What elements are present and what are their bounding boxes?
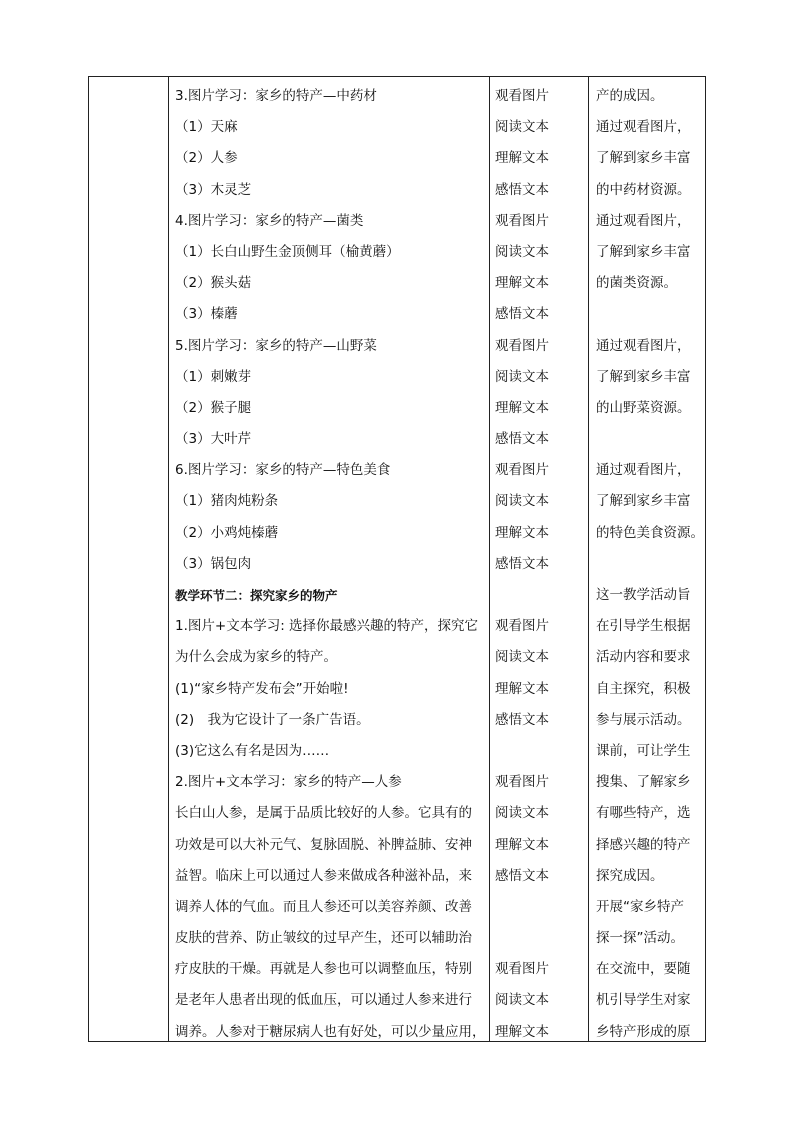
intent-line: 通过观看图片，	[596, 119, 691, 136]
intent-line: 搜集、了解家乡	[596, 774, 691, 791]
intent-line: 的中药材资源。	[596, 181, 691, 198]
content-line: （2）小鸡炖榛蘑	[175, 524, 279, 541]
activity-line: 理解文本	[495, 150, 549, 167]
intent-line: 通过观看图片，	[596, 462, 691, 479]
intent-line: 在引导学生根据	[596, 618, 691, 635]
content-line: (2) 我为它设计了一条广告语。	[175, 711, 370, 728]
activity-line	[495, 736, 587, 767]
content-line: （2）猴子腿	[175, 399, 252, 416]
content-line: 皮肤的营养、防止皱纹的过早产生，还可以辅助治	[175, 930, 472, 947]
intent-line: 通过观看图片，	[596, 337, 691, 354]
activity-line: 理解文本	[495, 680, 549, 697]
activity-line: 理解文本	[495, 399, 549, 416]
activity-line: 观看图片	[495, 774, 549, 791]
content-line: 6.图片学习：家乡的特产—特色美食	[175, 462, 391, 479]
activity-line: 理解文本	[495, 836, 549, 853]
intent-line: 了解到家乡丰富	[596, 150, 691, 167]
content-line: （3）大叶芹	[175, 431, 252, 448]
content-line: 疗皮肤的干燥。再就是人参也可以调整血压，特别	[175, 961, 472, 978]
content-line: 益智。临床上可以通过人参来做成各种滋补品，来	[175, 867, 472, 884]
intent-line: 参与展示活动。	[596, 711, 691, 728]
column-divider	[588, 77, 589, 1041]
activity-line: 感悟文本	[495, 555, 549, 572]
activity-line: 观看图片	[495, 337, 549, 354]
activity-line: 观看图片	[495, 462, 549, 479]
intent-line: 了解到家乡丰富	[596, 493, 691, 510]
design-intent-column	[596, 81, 705, 1048]
activity-line: 感悟文本	[495, 867, 549, 884]
activity-line	[495, 892, 587, 923]
activity-line: 阅读文本	[495, 243, 549, 260]
activity-line	[495, 580, 587, 611]
activity-line: 观看图片	[495, 212, 549, 229]
content-line: （1）长白山野生金顶侧耳（榆黄蘑）	[175, 243, 400, 260]
activity-line: 观看图片	[495, 618, 549, 635]
intent-line: 探一探”活动。	[596, 930, 684, 947]
column-divider	[168, 77, 169, 1041]
content-line: 调养。人参对于糖尿病人也有好处，可以少量应用，	[175, 1023, 485, 1040]
intent-line: 探究成因。	[596, 867, 664, 884]
teaching-content-column	[171, 81, 485, 1048]
intent-line: 的特色美食资源。	[596, 524, 704, 541]
intent-line: 择感兴趣的特产	[596, 836, 691, 853]
content-line: （2）人参	[175, 150, 238, 167]
activity-line: 阅读文本	[495, 493, 549, 510]
content-line: （3）木灵芝	[175, 181, 252, 198]
intent-line: 在交流中，要随	[596, 961, 691, 978]
activity-line: 阅读文本	[495, 368, 549, 385]
intent-line: 了解到家乡丰富	[596, 368, 691, 385]
activity-line	[495, 923, 587, 954]
intent-line: 开展“家乡特产	[596, 898, 684, 915]
intent-line: 的菌类资源。	[596, 275, 677, 292]
activity-line: 阅读文本	[495, 119, 549, 136]
activity-line: 感悟文本	[495, 306, 549, 323]
content-line: （3）榛蘑	[175, 306, 238, 323]
content-line: 5.图片学习：家乡的特产—山野菜	[175, 337, 377, 354]
content-line: （2）猴头菇	[175, 275, 252, 292]
intent-line: 有哪些特产，选	[596, 805, 691, 822]
activity-line: 阅读文本	[495, 992, 549, 1009]
intent-line: 机引导学生对家	[596, 992, 691, 1009]
intent-line: 产的成因。	[596, 88, 664, 104]
content-line: 教学环节二：探究家乡的物产	[175, 588, 338, 603]
content-line: 3.图片学习：家乡的特产—中药材	[175, 88, 377, 104]
intent-line	[596, 549, 705, 580]
intent-line: 的山野菜资源。	[596, 399, 691, 416]
content-line: 1.图片+文本学习: 选择你最感兴趣的特产，探究它	[175, 618, 479, 635]
column-divider	[489, 77, 490, 1041]
activity-line: 观看图片	[495, 961, 549, 978]
content-line: （1）刺嫩芽	[175, 368, 252, 385]
activity-line: 阅读文本	[495, 649, 549, 666]
content-line: （3）锅包肉	[175, 555, 252, 572]
intent-line	[596, 424, 705, 455]
lesson-plan-table	[88, 76, 706, 1042]
intent-line	[596, 299, 705, 330]
content-line: （1）猪肉炖粉条	[175, 493, 279, 510]
content-line: （1）天麻	[175, 119, 238, 136]
activity-line: 感悟文本	[495, 711, 549, 728]
activity-line: 观看图片	[495, 88, 549, 104]
content-line: (1)“家乡特产发布会”开始啦!	[175, 680, 349, 697]
content-line: 功效是可以大补元气、复脉固脱、补脾益肺、安神	[175, 836, 472, 853]
activity-line: 阅读文本	[495, 805, 549, 822]
intent-line: 乡特产形成的原	[596, 1023, 691, 1040]
content-line: 4.图片学习：家乡的特产—菌类	[175, 212, 364, 229]
activity-line: 理解文本	[495, 524, 549, 541]
activity-line: 理解文本	[495, 1023, 549, 1040]
content-line: (3)它这么有名是因为……	[175, 742, 330, 759]
content-line: 是老年人患者出现的低血压，可以通过人参来进行	[175, 992, 472, 1009]
intent-line: 活动内容和要求	[596, 649, 691, 666]
content-line: 2.图片+文本学习：家乡的特产—人参	[175, 774, 402, 791]
intent-line: 了解到家乡丰富	[596, 243, 691, 260]
activity-line: 感悟文本	[495, 431, 549, 448]
student-activity-column	[495, 81, 587, 1048]
activity-line: 感悟文本	[495, 181, 549, 198]
activity-line: 理解文本	[495, 275, 549, 292]
content-line: 调养人体的气血。而且人参还可以美容养颜、改善	[175, 898, 472, 915]
intent-line: 自主探究，积极	[596, 680, 691, 697]
content-line: 为什么会成为家乡的特产。	[175, 649, 337, 666]
intent-line: 课前，可让学生	[596, 742, 691, 759]
intent-line: 通过观看图片，	[596, 212, 691, 229]
content-line: 长白山人参，是属于品质比较好的人参。它具有的	[175, 805, 472, 822]
intent-line: 这一教学活动旨	[596, 587, 691, 603]
